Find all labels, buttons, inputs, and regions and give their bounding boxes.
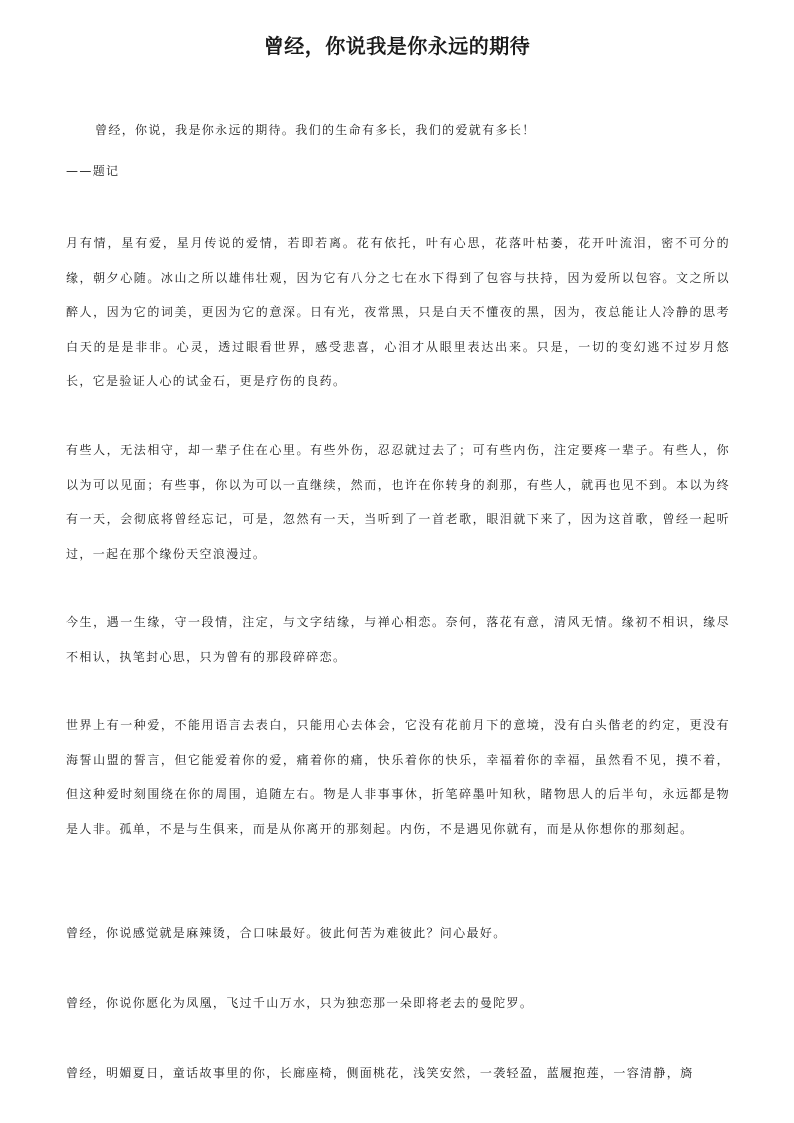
- paragraph-4: 世界上有一种爱，不能用语言去表白，只能用心去体会，它没有花前月下的意境，没有白头偕老的约定，更没有海誓山盟的誓言，但它能爱着你的爱，痛着你的痛，快乐着你的快乐，幸福着你的幸福，虽然看不见，摸不着，但这种爱时刻围绕在你的周围，追随左右。物是人非事事休，折笔碎墨叶知秋，睹物思人的后半句，永远都是物是人非。孤单，不是与生俱来，而是从你离开的那刻起。内伤，不是遇见你就有，而是从你想你的那刻起。: [66, 718, 730, 836]
- paragraph-3: 今生，遇一生缘，守一段情，注定，与文字结缘，与禅心相恋。奈何，落花有意，清风无情。缘初不相识，缘尽不相认，执笔封心思，只为曾有的那段碎碎恋。: [66, 615, 730, 664]
- paragraph-7: 曾经，明媚夏日，童话故事里的你，长廊座椅，侧面桃花，浅笑安然，一袭轻盈，蓝履抱莲，一容清静，旖: [66, 1066, 694, 1080]
- paragraph-1: 月有情，星有爱，星月传说的爱情，若即若离。花有依托，叶有心思，花落叶枯萎，花开叶流泪，密不可分的缘，朝夕心随。冰山之所以雄伟壮观，因为它有八分之七在水下得到了包容与扶持，因为爱所以包容。文之所以醉人，因为它的词美，更因为它的意深。日有光，夜常黑，只是白天不懂夜的黑，因为，夜总能让人冷静的思考白天的是是非非。心灵，透过眼看世界，感受悲喜，心泪才从眼里表达出来。只是，一切的变幻逃不过岁月悠长，它是验证人心的试金石，更是疗伤的良药。: [66, 236, 730, 388]
- paragraph-6: 曾经，你说你愿化为凤凰，飞过千山万水，只为独恋那一朵即将老去的曼陀罗。: [66, 996, 534, 1010]
- document-title: 曾经，你说我是你永远的期待: [263, 34, 531, 58]
- paragraph-2: 有些人，无法相守，却一辈子住在心里。有些外伤，忍忍就过去了；可有些内伤，注定要疼一辈子。有些人，你以为可以见面；有些事，你以为可以一直继续，然而，也许在你转身的刹那，有些人，就再也见不到。本以为终有一天，会彻底将曾经忘记，可是，忽然有一天，当听到了一首老歌，眼泪就下来了，因为这首歌，曾经一起听过，一起在那个缘份天空浪漫过。: [66, 443, 730, 561]
- epigraph: ——题记: [66, 164, 120, 178]
- paragraph-5: 曾经，你说感觉就是麻辣烫，合口味最好。彼此何苦为难彼此？问心最好。: [66, 926, 507, 940]
- intro-paragraph: 曾经，你说，我是你永远的期待。我们的生命有多长，我们的爱就有多长！: [95, 123, 536, 137]
